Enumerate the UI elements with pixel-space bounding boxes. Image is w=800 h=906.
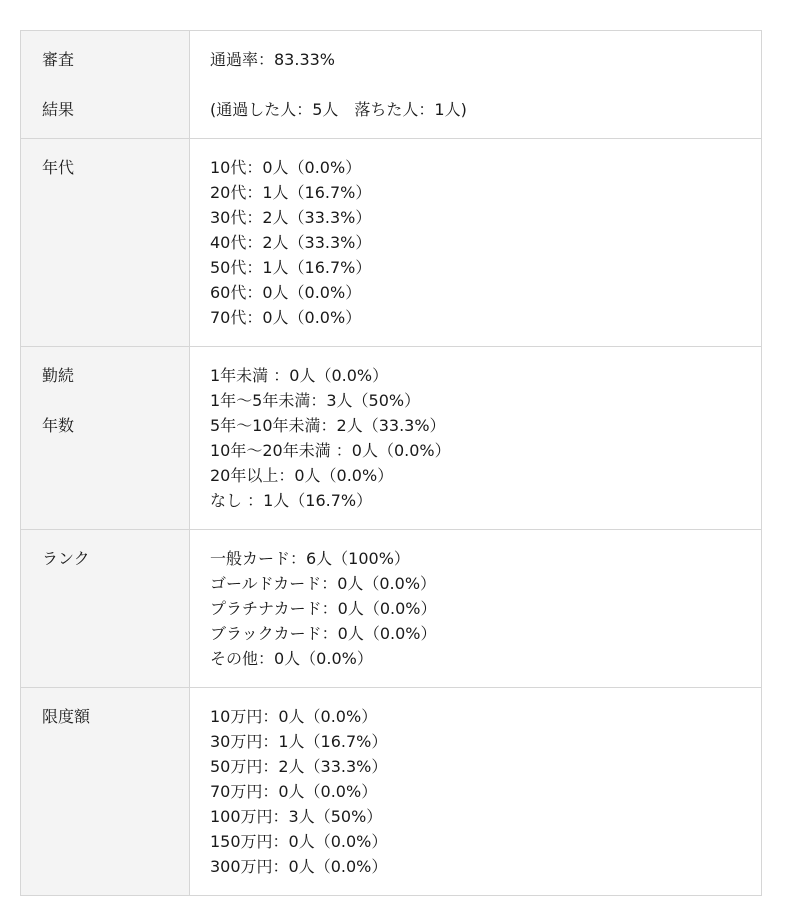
row-label-cell xyxy=(21,688,190,896)
table-row-tenure xyxy=(21,347,762,530)
pass-rate-text: 通過率：83.33% xyxy=(210,50,336,69)
list-item: 60代：0人（0.0%） xyxy=(210,283,362,302)
row-value-cell xyxy=(190,347,762,530)
row-label: 勤続 xyxy=(42,366,75,385)
row-label-cell xyxy=(21,31,190,139)
table-row-limit xyxy=(21,688,762,896)
list-item: 70万円：0人（0.0%） xyxy=(210,782,378,801)
row-label: 限度額 xyxy=(42,707,91,726)
table-row-result xyxy=(21,31,762,139)
list-item: 30代：2人（33.3%） xyxy=(210,208,372,227)
row-value-cell xyxy=(190,530,762,688)
list-item: 50万円：2人（33.3%） xyxy=(210,757,388,776)
row-value-cell xyxy=(190,31,762,139)
list-item: 100万円：3人（50%） xyxy=(210,807,383,826)
row-label-cell xyxy=(21,139,190,347)
list-item: 1年未満 ：0人（0.0%） xyxy=(210,366,389,385)
row-label-cell xyxy=(21,347,190,530)
review-result-table xyxy=(20,30,762,896)
row-label: 結果 xyxy=(42,100,75,119)
list-item: 一般カード：6人（100%） xyxy=(210,549,410,568)
row-label: ランク xyxy=(42,549,90,568)
row-label: 審査 xyxy=(42,50,75,69)
row-label: 年数 xyxy=(42,416,75,435)
row-label: 年代 xyxy=(42,158,75,177)
list-item: その他：0人（0.0%） xyxy=(210,649,373,668)
list-item: ゴールドカード：0人（0.0%） xyxy=(210,574,437,593)
list-item: 40代：2人（33.3%） xyxy=(210,233,372,252)
list-item: 300万円：0人（0.0%） xyxy=(210,857,388,876)
list-item: 20年以上：0人（0.0%） xyxy=(210,466,394,485)
pass-fail-count-text: (通過した人：5人 落ちた人：1人) xyxy=(210,100,467,119)
list-item: 10万円：0人（0.0%） xyxy=(210,707,378,726)
table-row-age xyxy=(21,139,762,347)
row-label-cell xyxy=(21,530,190,688)
list-item: 20代：1人（16.7%） xyxy=(210,183,372,202)
row-value-cell xyxy=(190,139,762,347)
list-item: ブラックカード：0人（0.0%） xyxy=(210,624,437,643)
list-item: 30万円：1人（16.7%） xyxy=(210,732,388,751)
list-item: 70代：0人（0.0%） xyxy=(210,308,362,327)
table-row-rank xyxy=(21,530,762,688)
row-value-cell xyxy=(190,688,762,896)
list-item: 10代：0人（0.0%） xyxy=(210,158,362,177)
list-item: 5年〜10年未満：2人（33.3%） xyxy=(210,416,446,435)
list-item: 150万円：0人（0.0%） xyxy=(210,832,388,851)
list-item: なし ：1人（16.7%） xyxy=(210,491,373,510)
list-item: 50代：1人（16.7%） xyxy=(210,258,372,277)
list-item: 1年〜5年未満：3人（50%） xyxy=(210,391,421,410)
list-item: プラチナカード：0人（0.0%） xyxy=(210,599,437,618)
list-item: 10年〜20年未満 ：0人（0.0%） xyxy=(210,441,451,460)
